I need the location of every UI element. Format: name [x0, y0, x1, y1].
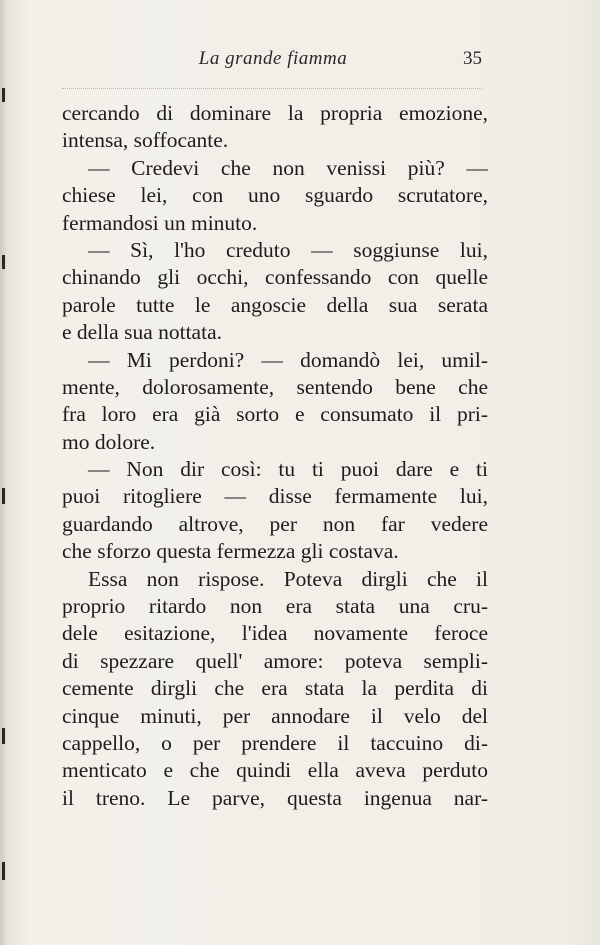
text-line: fermandosi un minuto.: [62, 210, 258, 235]
text-line: parole tutte le angoscie della sua serata: [62, 292, 488, 317]
text-line: cercando di dominare la propria emozione,: [62, 101, 488, 125]
margin-mark: [2, 88, 5, 102]
text-line: puoi ritogliere — disse fermamente lui,: [62, 484, 488, 509]
page-header: [62, 48, 484, 78]
text-line: cemente dirgli che era stata la perdita di: [62, 676, 488, 701]
text-line: — Non dir così: tu ti puoi dare e ti: [88, 457, 488, 482]
text-line: fra loro era già sorto e consumato il pri-: [62, 402, 488, 427]
page-number: 35: [463, 48, 482, 69]
margin-mark: [2, 862, 5, 880]
text-line: cinque minuti, per annodare il velo del: [62, 703, 488, 728]
margin-mark: [2, 488, 5, 504]
text-line: menticato e che quindi ella aveva perduto: [62, 758, 488, 783]
text-line: proprio ritardo non era stata una cru-: [62, 594, 488, 619]
text-line: chiese lei, con uno sguardo scrutatore,: [62, 183, 488, 208]
text-line: — Sì, l'ho creduto — soggiunse lui,: [88, 237, 488, 262]
text-line: il treno. Le parve, questa ingenua nar-: [62, 785, 488, 810]
text-line: cappello, o per prendere il taccuino di-: [62, 730, 488, 755]
text-line: intensa, soffocante.: [62, 128, 229, 153]
body-text: [62, 100, 488, 812]
running-title: La grande fiamma: [198, 48, 348, 69]
text-line: Essa non rispose. Poteva dirgli che il: [88, 566, 488, 591]
text-line: chinando gli occhi, confessando con quelle: [62, 265, 488, 290]
text-line: — Mi perdoni? — domandò lei, umil-: [88, 347, 488, 372]
text-line: mente, dolorosamente, sentendo bene che: [62, 374, 488, 399]
page-binding-shadow: [0, 0, 8, 945]
text-line: di spezzare quell' amore: poteva sempli-: [62, 648, 488, 673]
text-line: che sforzo questa fermezza gli costava.: [62, 539, 399, 564]
margin-mark: [2, 728, 5, 744]
text-line: e della sua nottata.: [62, 320, 222, 345]
margin-mark: [2, 255, 5, 269]
header-rule: [62, 88, 482, 89]
text-line: mo dolore.: [62, 429, 156, 454]
text-line: dele esitazione, l'idea novamente feroce: [62, 621, 488, 646]
text-line: — Credevi che non venissi più? —: [88, 155, 488, 180]
text-line: guardando altrove, per non far vedere: [62, 511, 488, 536]
